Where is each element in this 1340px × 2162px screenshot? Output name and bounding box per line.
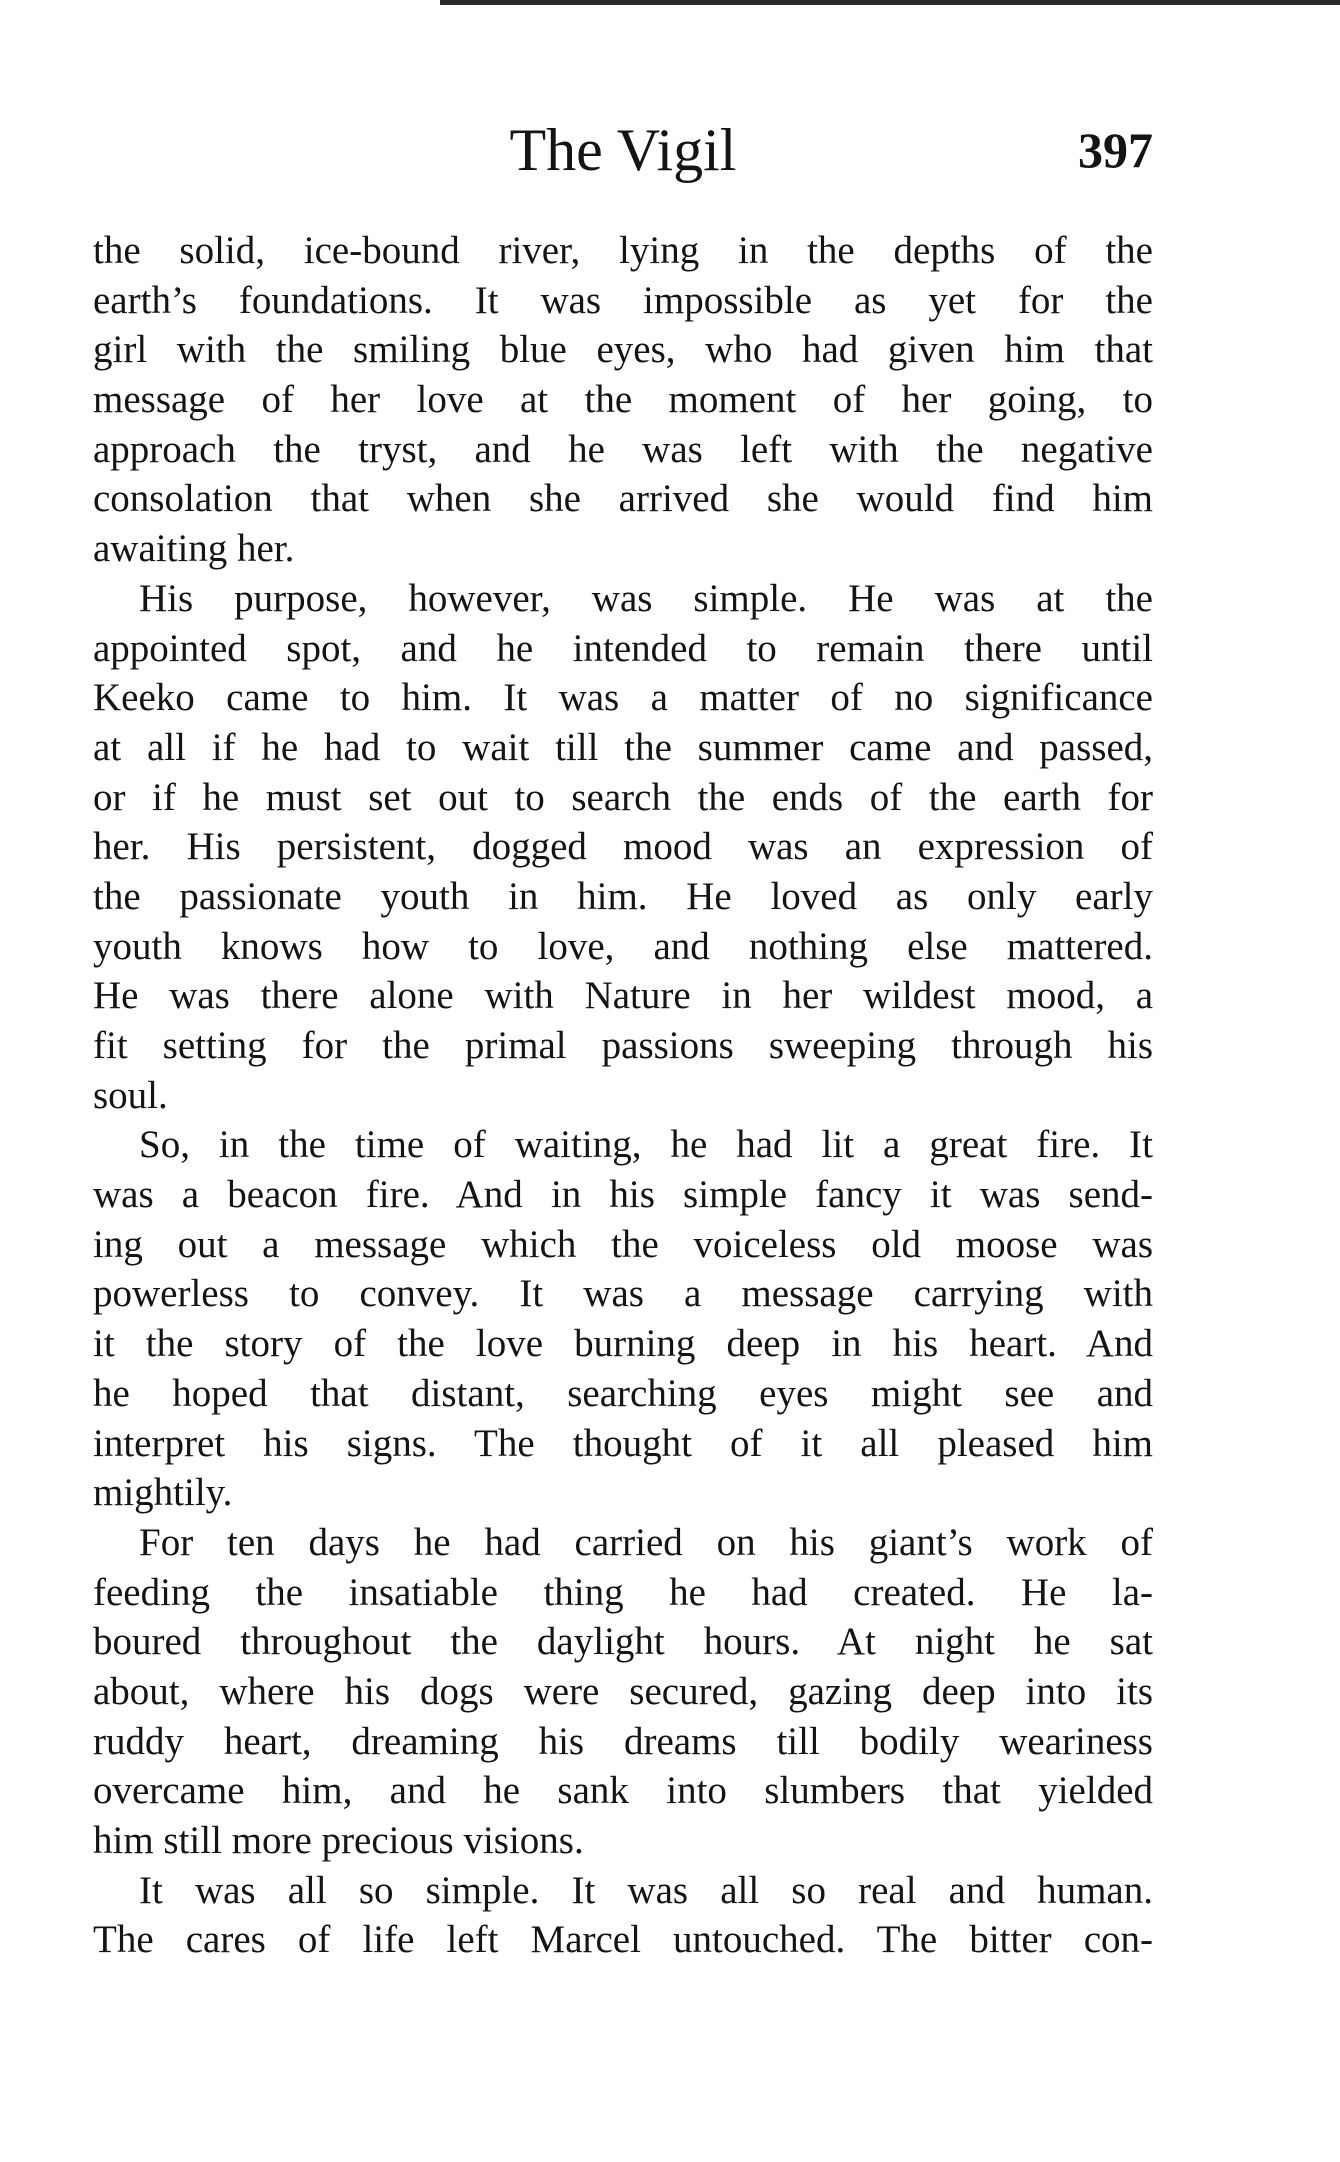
text-line: awaiting her. <box>93 527 295 571</box>
text-line: youth knows how to love, and nothing else mattered. <box>93 924 1153 968</box>
running-title: The Vigil <box>509 117 737 183</box>
text-line: the passionate youth in him. He loved as only early <box>93 874 1153 918</box>
text-line: was a beacon fire. And in his simple fancy it was send- <box>93 1173 1153 1217</box>
page-number: 397 <box>1078 122 1153 178</box>
text-line: The cares of life left Marcel untouched. The bitter con- <box>93 1918 1153 1962</box>
text-line: or if he must set out to search the ends of the earth for <box>93 775 1153 819</box>
text-line: the solid, ice-bound river, lying in the depths of the <box>93 229 1153 272</box>
text-line: So, in the time of waiting, he had lit a great fire. It <box>139 1123 1153 1167</box>
text-line: He was there alone with Nature in her wildest mood, a <box>93 974 1153 1018</box>
text-line: overcame him, and he sank into slumbers that yielded <box>93 1769 1153 1813</box>
text-line: at all if he had to wait till the summer came and passed, <box>93 725 1153 769</box>
text-line: message of her love at the moment of her going, to <box>93 378 1153 422</box>
text-line: For ten days he had carried on his giant’s work of <box>139 1520 1153 1564</box>
text-line: mightily. <box>93 1471 233 1515</box>
text-line: boured throughout the daylight hours. At night he sat <box>93 1620 1153 1664</box>
text-line: about, where his dogs were secured, gazing deep into its <box>93 1669 1153 1713</box>
text-line: her. His persistent, dogged mood was an expression of <box>93 825 1153 869</box>
page-header <box>93 110 1153 190</box>
text-line: Keeko came to him. It was a matter of no significance <box>93 676 1153 720</box>
text-line: fit setting for the primal passions sweeping through his <box>93 1024 1153 1067</box>
text-line: His purpose, however, was simple. He was at the <box>139 576 1153 620</box>
text-line: powerless to convey. It was a message carrying with <box>93 1272 1153 1316</box>
text-line: interpret his signs. The thought of it all pleased him <box>93 1421 1153 1465</box>
text-line: approach the tryst, and he was left with the negative <box>93 427 1153 471</box>
text-line: feeding the insatiable thing he had created. He la- <box>93 1570 1153 1614</box>
text-line: ruddy heart, dreaming his dreams till bodily weariness <box>93 1719 1153 1763</box>
top-edge-rule <box>440 0 1340 5</box>
text-line: consolation that when she arrived she would find him <box>93 477 1153 521</box>
text-line: girl with the smiling blue eyes, who had given him that <box>93 328 1153 372</box>
text-line: he hoped that distant, searching eyes might see and <box>93 1371 1153 1415</box>
text-line: him still more precious visions. <box>93 1819 584 1862</box>
text-line: ing out a message which the voiceless old moose was <box>93 1222 1153 1266</box>
text-line: it the story of the love burning deep in his heart. And <box>93 1322 1153 1366</box>
text-line: It was all so simple. It was all so real and human. <box>139 1868 1153 1912</box>
body-text <box>93 226 1153 1965</box>
text-line: appointed spot, and he intended to remain there until <box>93 626 1153 670</box>
text-line: earth’s foundations. It was impossible as yet for the <box>93 278 1153 322</box>
text-line: soul. <box>93 1073 168 1117</box>
